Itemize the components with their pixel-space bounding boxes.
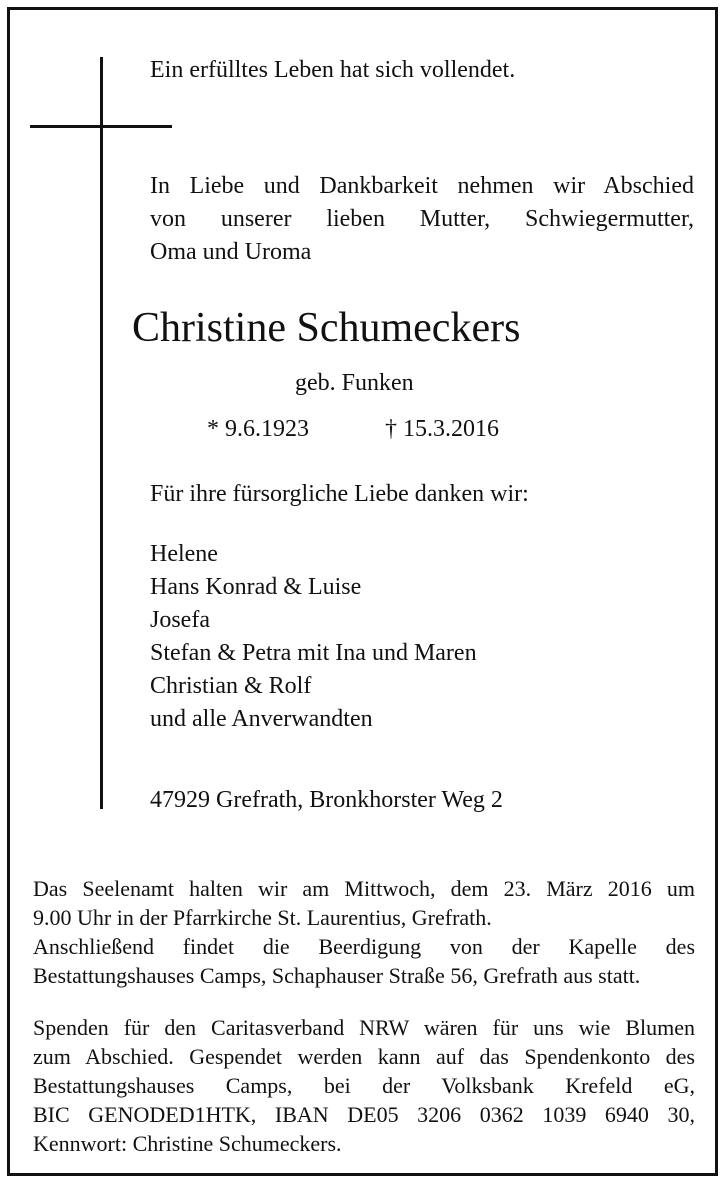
service-line: Bestattungshauses Camps, Schaphauser Straße 56, Grefrath aus statt. xyxy=(33,963,641,988)
service-line: Das Seelenamt halten wir am Mittwoch, dem 23. März 2016 um xyxy=(33,876,695,901)
cross-icon-horizontal-bar xyxy=(30,125,172,128)
donation-line: zum Abschied. Gespendet werden kann auf das Spendenkonto des xyxy=(33,1044,695,1069)
mourner-item: Stefan & Petra mit Ina und Maren xyxy=(150,640,477,666)
birth-date: * 9.6.1923 xyxy=(207,416,309,442)
mourner-item: und alle Anverwandten xyxy=(150,706,373,732)
death-date: † 15.3.2016 xyxy=(385,416,499,442)
service-line: 9.00 Uhr in der Pfarrkirche St. Laurentius, Grefrath. xyxy=(33,905,492,930)
donation-line: Bestattungshauses Camps, bei der Volksbank Krefeld eG, xyxy=(33,1073,695,1098)
thanks-line: Für ihre fürsorgliche Liebe danken wir: xyxy=(150,481,529,507)
farewell-line: In Liebe und Dankbarkeit nehmen wir Abschied xyxy=(150,173,694,199)
address-line: 47929 Grefrath, Bronkhorster Weg 2 xyxy=(150,787,503,813)
mourner-item: Josefa xyxy=(150,607,210,633)
farewell-line: von unserer lieben Mutter, Schwiegermutter, xyxy=(150,206,694,232)
farewell-text xyxy=(150,170,694,269)
mourner-item: Helene xyxy=(150,541,218,567)
donations-paragraph xyxy=(33,1013,695,1158)
maiden-name: geb. Funken xyxy=(295,370,414,396)
intro-line: Ein erfülltes Leben hat sich vollendet. xyxy=(150,57,516,83)
mourner-item: Christian & Rolf xyxy=(150,673,312,699)
donation-line: Spenden für den Caritasverband NRW wären für uns wie Blumen xyxy=(33,1015,695,1040)
mourners-list xyxy=(150,538,477,736)
donation-line: Kennwort: Christine Schumeckers. xyxy=(33,1131,342,1156)
cross-icon-vertical-bar xyxy=(100,57,103,809)
farewell-line: Oma und Uroma xyxy=(150,239,312,265)
deceased-name: Christine Schumeckers xyxy=(132,305,521,351)
donation-line: BIC GENODED1HTK, IBAN DE05 3206 0362 1039 6940 30, xyxy=(33,1102,695,1127)
service-line: Anschließend findet die Beerdigung von der Kapelle des xyxy=(33,934,695,959)
service-paragraph xyxy=(33,874,695,990)
mourner-item: Hans Konrad & Luise xyxy=(150,574,362,600)
